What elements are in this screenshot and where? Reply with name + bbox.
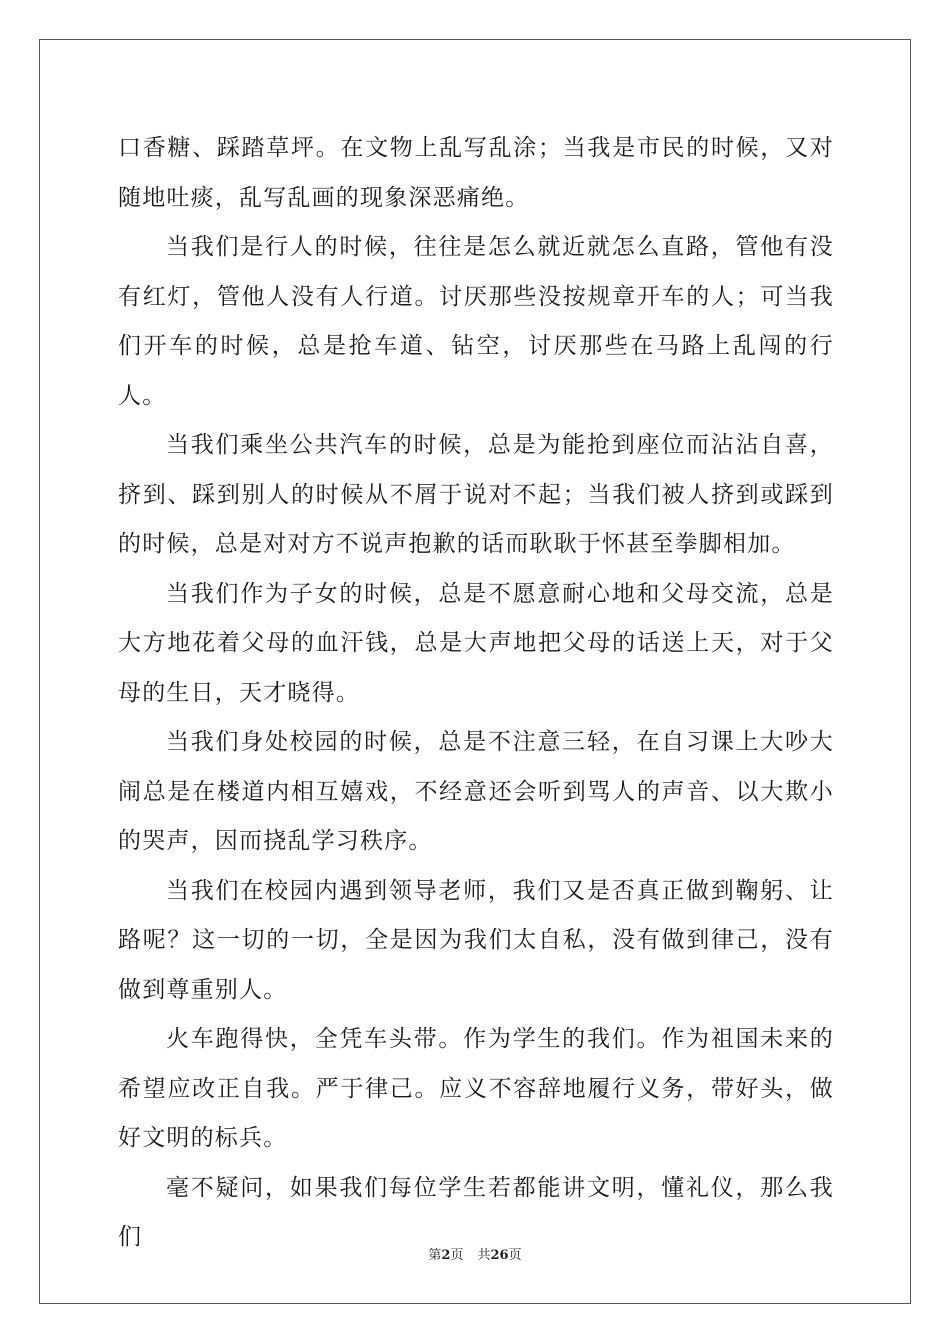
paragraph: 当我们乘坐公共汽车的时候，总是为能抢到座位而沾沾自喜，挤到、踩到别人的时候从不屑于说对不起；当我们被人挤到或踩到的时候，总是对对方不说声抱歉的话而耿耿于怀甚至拳脚相加。	[118, 432, 834, 557]
paragraph: 毫不疑问，如果我们每位学生若都能讲文明，懂礼仪，那么我们	[118, 1174, 834, 1250]
total-suffix: 页	[508, 1248, 522, 1263]
document-body	[118, 124, 834, 1263]
page-suffix: 页	[450, 1248, 464, 1263]
paragraph: 当我们作为子女的时候，总是不愿意耐心地和父母交流，总是大方地花着父母的血汗钱，总是大声地把父母的话送上天，对于父母的生日，天才晓得。	[118, 580, 834, 706]
paragraph: 当我们是行人的时候，往往是怎么就近就怎么直路，管他有没有红灯，管他人没有人行道。讨厌那些没按规章开车的人；可当我们开车的时候，总是抢车道、钻空，讨厌那些在马路上乱闯的行人。	[118, 234, 834, 409]
paragraph: 当我们在校园内遇到领导老师，我们又是否真正做到鞠躬、让路呢？这一切的一切，全是因为我们太自私，没有做到律己，没有做到尊重别人。	[118, 877, 834, 1003]
total-prefix: 共	[477, 1248, 491, 1263]
paragraph: 当我们身处校园的时候，总是不注意三轻，在自习课上大吵大闹总是在楼道内相互嬉戏，不经意还会听到骂人的声音、以大欺小的哭声，因而挠乱学习秩序。	[118, 729, 834, 854]
page-footer	[0, 1246, 950, 1266]
paragraph: 火车跑得快，全凭车头带。作为学生的我们。作为祖国未来的希望应改正自我。严于律己。应义不容辞地履行义务，带好头，做好文明的标兵。	[118, 1026, 834, 1151]
paragraph: 口香糖、踩踏草坪。在文物上乱写乱涂；当我是市民的时候，又对随地吐痰，乱写乱画的现象深恶痛绝。	[118, 135, 834, 211]
total-pages: 26	[490, 1248, 509, 1263]
page-prefix: 第	[428, 1248, 442, 1263]
page-number: 2	[441, 1248, 451, 1263]
